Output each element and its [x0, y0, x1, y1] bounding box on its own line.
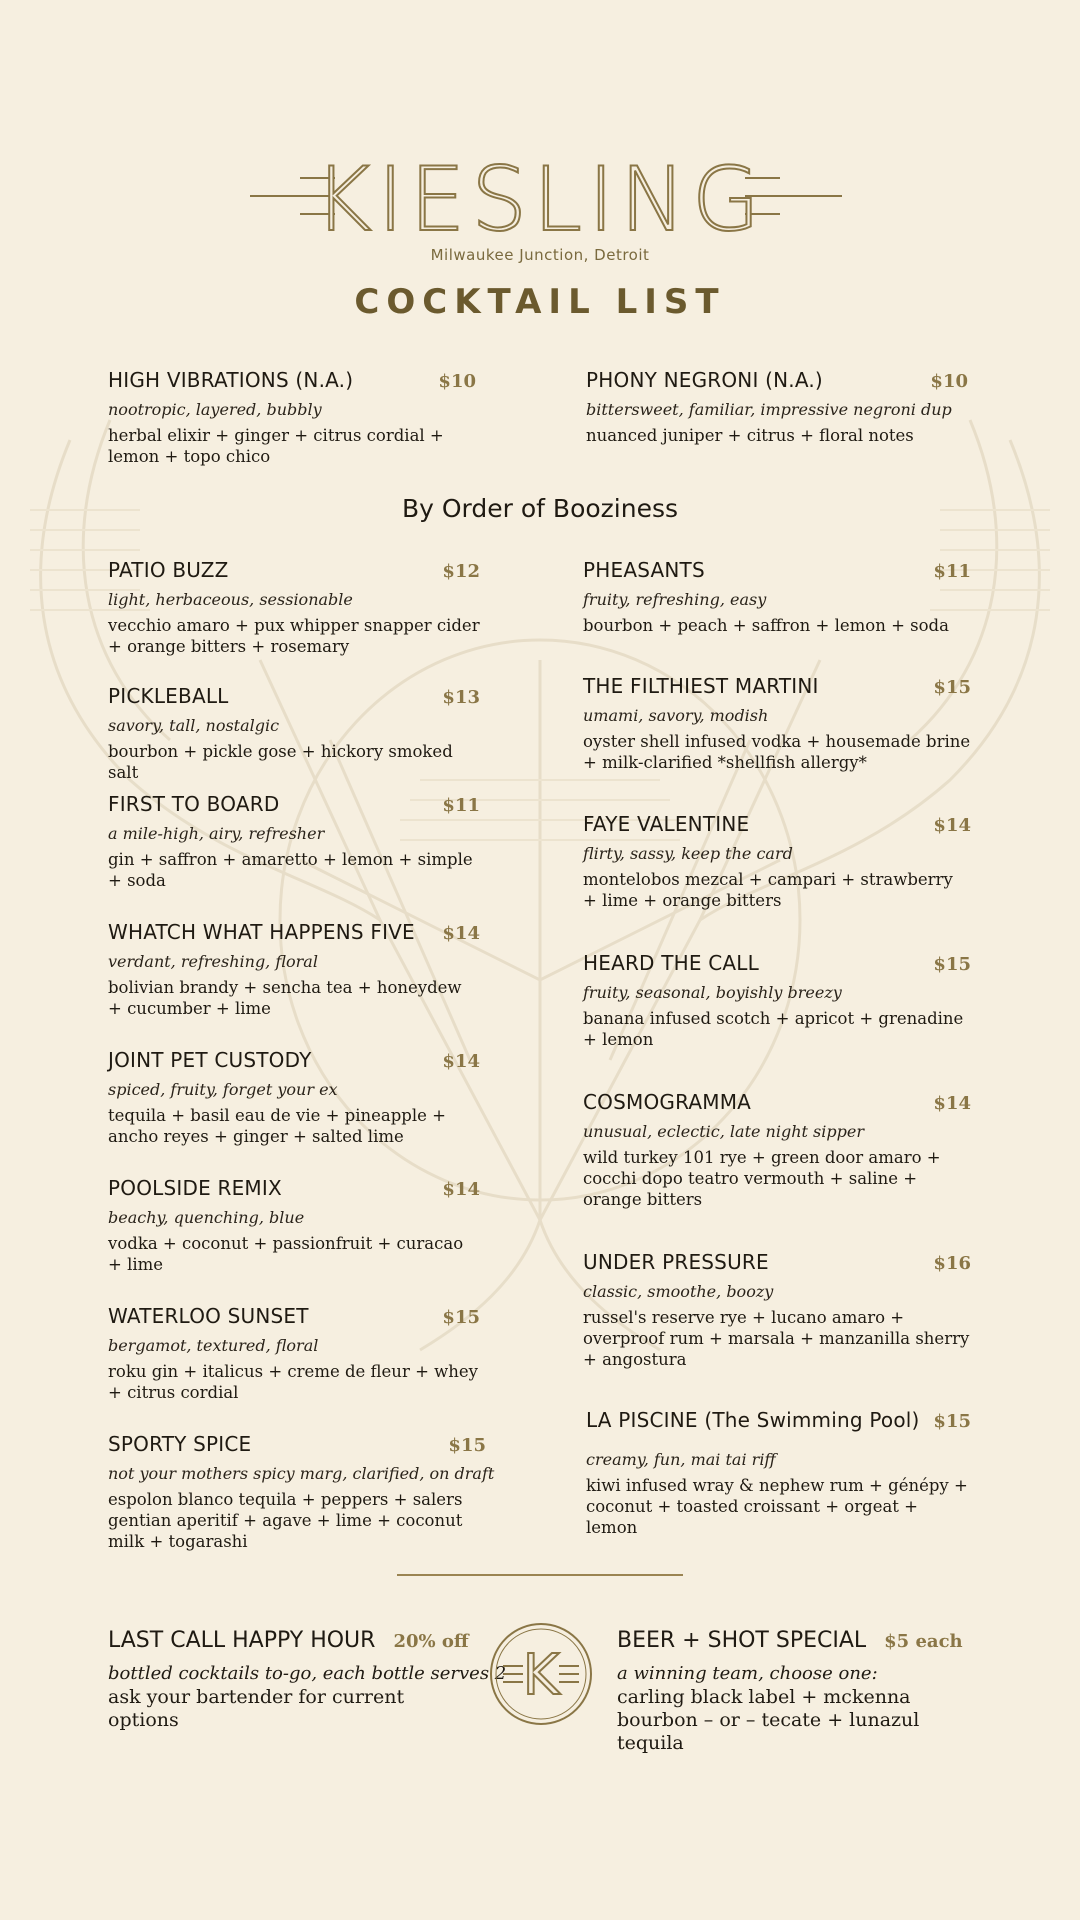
item-ingredients: herbal elixir + ginger + citrus cordial + lemon + topo chico: [108, 426, 444, 466]
item-ingredients: vodka + coconut + passionfruit + curacao + lime: [108, 1234, 464, 1274]
menu-item: [586, 368, 968, 446]
item-price: $14: [442, 1179, 480, 1200]
item-tagline: savory, tall, nostalgic: [108, 716, 280, 735]
item-name: SPORTY SPICE: [108, 1432, 252, 1456]
seal-letter: K: [522, 1643, 560, 1708]
item-tagline: bittersweet, familiar, impressive negroni dup: [586, 400, 952, 419]
item-tagline: verdant, refreshing, floral: [108, 952, 318, 971]
item-tagline: classic, smoothe, boozy: [583, 1282, 774, 1301]
item-tagline: beachy, quenching, blue: [108, 1208, 305, 1227]
special-name: LAST CALL HAPPY HOUR: [108, 1628, 376, 1653]
special-description: ask your bartender for current options: [108, 1686, 405, 1731]
special-tagline: bottled cocktails to-go, each bottle serves 2: [108, 1663, 507, 1684]
menu-item: [583, 1090, 971, 1210]
item-price: $12: [442, 561, 480, 582]
item-tagline: umami, savory, modish: [583, 706, 769, 725]
special-tagline: a winning team, choose one:: [617, 1663, 878, 1684]
menu-item: [108, 684, 480, 783]
item-ingredients: espolon blanco tequila + peppers + salers gentian aperitif + agave + lime + coconut milk + togarashi: [108, 1490, 463, 1551]
menu-item: [108, 1048, 480, 1147]
item-ingredients: russel's reserve rye + lucano amaro + overproof rum + marsala + manzanilla sherry + angostura: [583, 1308, 970, 1369]
menu-item: [108, 1176, 480, 1275]
item-name: COSMOGRAMMA: [583, 1090, 752, 1114]
item-tagline: spiced, fruity, forget your ex: [108, 1080, 338, 1099]
beer-shot-special: [617, 1628, 987, 1755]
item-name: PICKLEBALL: [108, 684, 229, 708]
item-tagline: a mile-high, airy, refresher: [108, 824, 325, 843]
item-ingredients: gin + saffron + amaretto + lemon + simple + soda: [108, 850, 473, 890]
item-tagline: fruity, seasonal, boyishly breezy: [583, 983, 842, 1002]
item-ingredients: vecchio amaro + pux whipper snapper cider + orange bitters + rosemary: [108, 616, 480, 656]
special-description: carling black label + mckenna bourbon – or – tecate + lunazul tequila: [617, 1686, 920, 1754]
menu-item: [586, 1408, 971, 1538]
item-ingredients: nuanced juniper + citrus + floral notes: [586, 426, 914, 445]
special-name: BEER + SHOT SPECIAL: [617, 1628, 867, 1653]
item-name: PHEASANTS: [583, 558, 705, 582]
item-price: $15: [933, 677, 971, 698]
item-price: $13: [442, 687, 480, 708]
item-name: FIRST TO BOARD: [108, 792, 280, 816]
k-seal-logo: [489, 1622, 593, 1726]
item-name: POOLSIDE REMIX: [108, 1176, 282, 1200]
item-price: $15: [448, 1435, 486, 1456]
item-price: $10: [930, 371, 968, 392]
item-name: FAYE VALENTINE: [583, 812, 750, 836]
section-divider: [397, 1574, 683, 1576]
item-price: $15: [933, 954, 971, 975]
item-price: $16: [933, 1253, 971, 1274]
item-tagline: fruity, refreshing, easy: [583, 590, 767, 609]
item-tagline: nootropic, layered, bubbly: [108, 400, 322, 419]
item-ingredients: banana infused scotch + apricot + grenadine + lemon: [583, 1009, 964, 1049]
menu-item: [583, 558, 971, 636]
item-name: JOINT PET CUSTODY: [108, 1048, 312, 1072]
happy-hour-special: [108, 1628, 507, 1732]
menu-item: [108, 1432, 495, 1552]
section-heading: By Order of Booziness: [401, 494, 678, 523]
special-price: $5 each: [884, 1631, 963, 1652]
page-title: COCKTAIL LIST: [354, 282, 726, 322]
item-price: $14: [933, 1093, 971, 1114]
menu-item: [583, 674, 971, 773]
item-ingredients: oyster shell infused vodka + housemade brine + milk-clarified *shellfish allergy*: [583, 732, 971, 772]
item-ingredients: bourbon + pickle gose + hickory smoked salt: [108, 742, 453, 782]
special-price: 20% off: [393, 1631, 469, 1652]
brand-logo: [0, 150, 1080, 250]
item-name: WATERLOO SUNSET: [108, 1304, 309, 1328]
item-ingredients: kiwi infused wray & nephew rum + génépy + coconut + toasted croissant + orgeat + lemon: [586, 1476, 968, 1537]
item-price: $14: [442, 1051, 480, 1072]
menu-item: [108, 920, 480, 1019]
item-name: LA PISCINE (The Swimming Pool): [586, 1408, 920, 1432]
item-name: WHATCH WHAT HAPPENS FIVE: [108, 920, 415, 944]
menu-item: [583, 951, 971, 1050]
item-price: $15: [933, 1411, 971, 1432]
item-name: THE FILTHIEST MARTINI: [583, 674, 819, 698]
item-price: $15: [442, 1307, 480, 1328]
menu-item: [583, 812, 971, 911]
item-ingredients: bolivian brandy + sencha tea + honeydew + cucumber + lime: [108, 978, 462, 1018]
item-ingredients: bourbon + peach + saffron + lemon + soda: [583, 616, 949, 635]
item-tagline: unusual, eclectic, late night sipper: [583, 1122, 864, 1141]
item-name: PHONY NEGRONI (N.A.): [586, 368, 823, 392]
item-name: HIGH VIBRATIONS (N.A.): [108, 368, 354, 392]
item-ingredients: roku gin + italicus + creme de fleur + whey + citrus cordial: [108, 1362, 478, 1402]
item-tagline: flirty, sassy, keep the card: [583, 844, 793, 863]
item-price: $14: [933, 815, 971, 836]
item-tagline: not your mothers spicy marg, clarified, on draft: [108, 1464, 495, 1483]
item-name: HEARD THE CALL: [583, 951, 759, 975]
menu-item: [108, 558, 480, 657]
item-price: $11: [442, 795, 480, 816]
item-price: $10: [438, 371, 476, 392]
menu-item: [108, 368, 476, 467]
item-price: $11: [933, 561, 971, 582]
item-ingredients: tequila + basil eau de vie + pineapple + ancho reyes + ginger + salted lime: [108, 1106, 446, 1146]
item-ingredients: wild turkey 101 rye + green door amaro + cocchi dopo teatro vermouth + saline + orange bitters: [583, 1148, 941, 1209]
item-tagline: light, herbaceous, sessionable: [108, 590, 353, 609]
item-price: $14: [442, 923, 480, 944]
item-ingredients: montelobos mezcal + campari + strawberry + lime + orange bitters: [583, 870, 953, 910]
menu-item: [108, 792, 480, 891]
menu-item: [583, 1250, 971, 1370]
item-name: UNDER PRESSURE: [583, 1250, 769, 1274]
brand-name: KIESLING: [313, 148, 767, 251]
menu-item: [108, 1304, 480, 1403]
item-tagline: creamy, fun, mai tai riff: [586, 1450, 776, 1469]
item-name: PATIO BUZZ: [108, 558, 229, 582]
brand-location: Milwaukee Junction, Detroit: [430, 246, 650, 264]
item-tagline: bergamot, textured, floral: [108, 1336, 319, 1355]
